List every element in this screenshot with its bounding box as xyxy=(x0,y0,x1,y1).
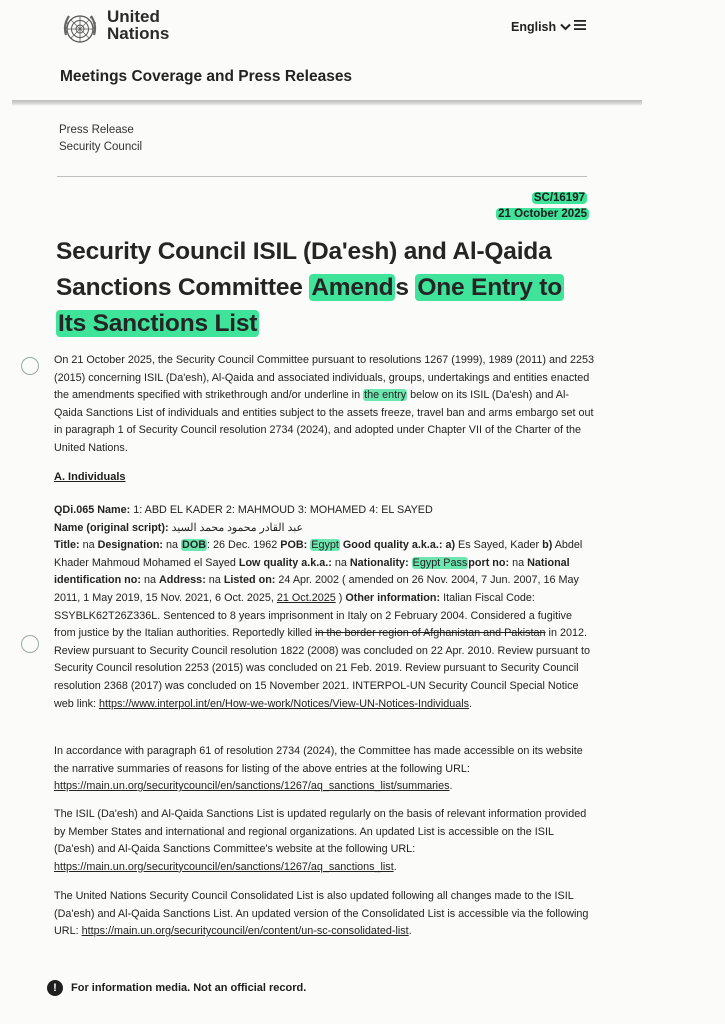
entry-nationality-label: Nationality: xyxy=(349,556,409,569)
margin-circle-mark xyxy=(21,635,39,653)
entry-dob-label: DOB xyxy=(182,539,207,552)
breadcrumb-security-council[interactable]: Security Council xyxy=(59,141,143,153)
entry-end: . xyxy=(469,697,473,710)
info-icon: ! xyxy=(47,980,63,996)
intro-paragraph xyxy=(54,352,594,458)
sanctions-entry xyxy=(54,502,594,713)
section-title[interactable]: Meetings Coverage and Press Releases xyxy=(60,68,353,85)
entry-id-name-label: QDi.065 Name: xyxy=(54,504,131,516)
entry-dob-value: : 26 Dec. 1962 xyxy=(207,539,281,552)
page-title xyxy=(56,234,616,342)
title-amend: Amend xyxy=(311,274,394,301)
footer-note-text: For information media. Not an official record. xyxy=(71,982,307,994)
entry-passport-label: port no: xyxy=(468,556,510,569)
language-selector[interactable] xyxy=(511,20,571,34)
summaries-link[interactable]: https://main.un.org/securitycouncil/en/sanctions/1267/aq_sanctions_list/summaries xyxy=(54,780,450,793)
entry-other-label: Other information: xyxy=(345,591,441,604)
org-line1: United xyxy=(107,7,160,26)
entry-original-script-value: عبد القادر محمود محمد السيد xyxy=(168,521,303,534)
entry-designation-value: na xyxy=(163,539,182,552)
title-part1: Security Council ISIL (Da'esh) and Al-Qaida Sanctions Committee xyxy=(56,238,552,301)
updated-paragraph xyxy=(54,806,594,876)
sanctions-list-link[interactable]: https://main.un.org/securitycouncil/en/sanctions/1267/aq_sanctions_list xyxy=(54,860,394,873)
language-label: English xyxy=(511,20,557,34)
access-text: In accordance with paragraph 61 of resolution 2734 (2024), the Committee has made accessible on its website the narrative summaries of reasons for listing of the above entries at the following URL: xyxy=(54,745,583,775)
entry-good-aka-b-value: Abdel Khader Mahmoud Mohamed el Sayed xyxy=(54,539,583,569)
entry-title-label: Title: xyxy=(54,539,80,552)
title-one-entry-to: One Entry to xyxy=(417,274,563,301)
entry-low-aka-label: Low quality a.k.a.: xyxy=(238,556,332,569)
org-line2: Nations xyxy=(107,24,170,43)
entry-good-aka-label: Good quality a.k.a.: a) xyxy=(339,539,456,552)
consolidated-text: The United Nations Security Council Consolidated List is also updated following all changes made to the ISIL (Da'esh) and Al-Qaida Sanctions List. An updated version of the Consolidated List is accessible via the following URL: xyxy=(54,890,589,938)
document-symbol xyxy=(532,192,587,204)
entry-low-aka-value: na xyxy=(331,556,350,569)
entry-natid-value: na xyxy=(140,574,159,587)
entry-natid-label: National identification no: xyxy=(54,556,570,587)
entry-listed-value: 24 Apr. 2002 ( amended on 26 Nov. 2004, 7 Jun. 2007, 16 May 2011, 1 May 2019, 15 Nov. 2021, 6 Oct. 2025, xyxy=(54,574,579,604)
title-s: s xyxy=(395,274,409,301)
entry-listed-label: Listed on: xyxy=(223,574,276,587)
chevron-down-icon xyxy=(560,23,571,31)
entry-title-value: na xyxy=(79,539,98,552)
consolidated-list-link[interactable]: https://main.un.org/securitycouncil/en/content/un-sc-consolidated-list xyxy=(81,925,409,938)
updated-text: The ISIL (Da'esh) and Al-Qaida Sanctions List is updated regularly on the basis of relevant information provided by Member States and international and regional organizations. An updated List is accessible on the ISIL (Da'esh) and Al-Qaida Sanctions Committee's website at the following URL: xyxy=(54,808,587,856)
entry-name-value: 1: ABD EL KADER 2: MAHMOUD 3: MOHAMED 4: EL SAYED xyxy=(130,504,433,516)
entry-struck-text: in the border region of Afghanistan and Pakistan xyxy=(315,627,546,640)
entry-designation-label: Designation: xyxy=(97,539,164,552)
intro-highlight: the entry xyxy=(364,389,407,402)
consolidated-end: . xyxy=(408,925,412,938)
intro-before: On 21 October 2025, the Security Council Committee pursuant to resolutions 1267 (1999), 1989 (2011) and 2253 (2015) concerning ISIL (Da'esh), Al-Qaida and associated individuals, groups, undertakings and entities enacted the amendments specified with strikethrough and/or underline in xyxy=(54,354,594,402)
entry-listed-new-date: 21 Oct.2025 xyxy=(276,591,336,604)
entry-other-value: Italian Fiscal Code: SSYBLK62T26Z336L. Sentenced to 8 years imprisonment in Italy on 2 February 2004. Considered a fugitive from justice by the Italian authorities. Reportedly killed xyxy=(54,591,572,640)
document-date-text: 21 October 2025 xyxy=(498,208,587,220)
entry-good-aka-b: b) xyxy=(542,539,553,552)
footer-note xyxy=(47,980,306,996)
entry-pob-value: Egypt xyxy=(311,539,339,552)
document-symbol-text: SC/16197 xyxy=(533,192,585,204)
entry-address-label: Address: xyxy=(158,574,206,587)
divider xyxy=(57,176,587,177)
breadcrumb-press-release[interactable]: Press Release xyxy=(59,124,134,136)
access-end: . xyxy=(449,780,453,793)
entry-address-value: na xyxy=(205,574,224,587)
intro-after: below on its ISIL (Da'esh) and Al-Qaida Sanctions List of individuals and entities subject to the assets freeze, travel ban and arms embargo set out in paragraph 1 of Security Council resolution 2734 (2024), and adopted under Chapter VII of the Charter of the United Nations. xyxy=(54,389,594,454)
header-divider xyxy=(12,100,642,106)
entry-pob-label: POB: xyxy=(280,539,308,552)
entry-after-struck: in 2012. Review pursuant to Security Council resolution 1822 (2008) was concluded on 22 Apr. 2010. Review pursuant to Security Council resolution 2253 (2015) was concluded on 21 Feb. 2019. Review pursuant to Security Council resolution 2368 (2017) was concluded on 15 November 2021. INTERPOL-UN Security Council Special Notice web link: xyxy=(54,627,590,710)
margin-circle-mark xyxy=(21,357,39,375)
un-emblem-icon xyxy=(60,9,100,49)
updated-end: . xyxy=(393,860,397,873)
entry-original-script-label: Name (original script): xyxy=(54,521,169,534)
section-heading-individuals: A. Individuals xyxy=(54,471,126,483)
entry-nationality-value: Egypt Pass xyxy=(412,556,468,569)
interpol-link[interactable]: https://www.interpol.int/en/How-we-work/Notices/View-UN-Notices-Individuals xyxy=(99,697,470,710)
entry-passport-value: na xyxy=(509,556,528,569)
entry-listed-close: ) xyxy=(335,591,346,604)
entry-good-aka-value: Es Sayed, Kader xyxy=(455,539,543,552)
un-wordmark[interactable] xyxy=(107,8,169,42)
hamburger-menu-icon[interactable] xyxy=(574,19,586,31)
document-date xyxy=(496,208,589,220)
title-line3: Its Sanctions List xyxy=(58,310,258,337)
access-paragraph xyxy=(54,743,594,796)
consolidated-paragraph xyxy=(54,888,594,941)
